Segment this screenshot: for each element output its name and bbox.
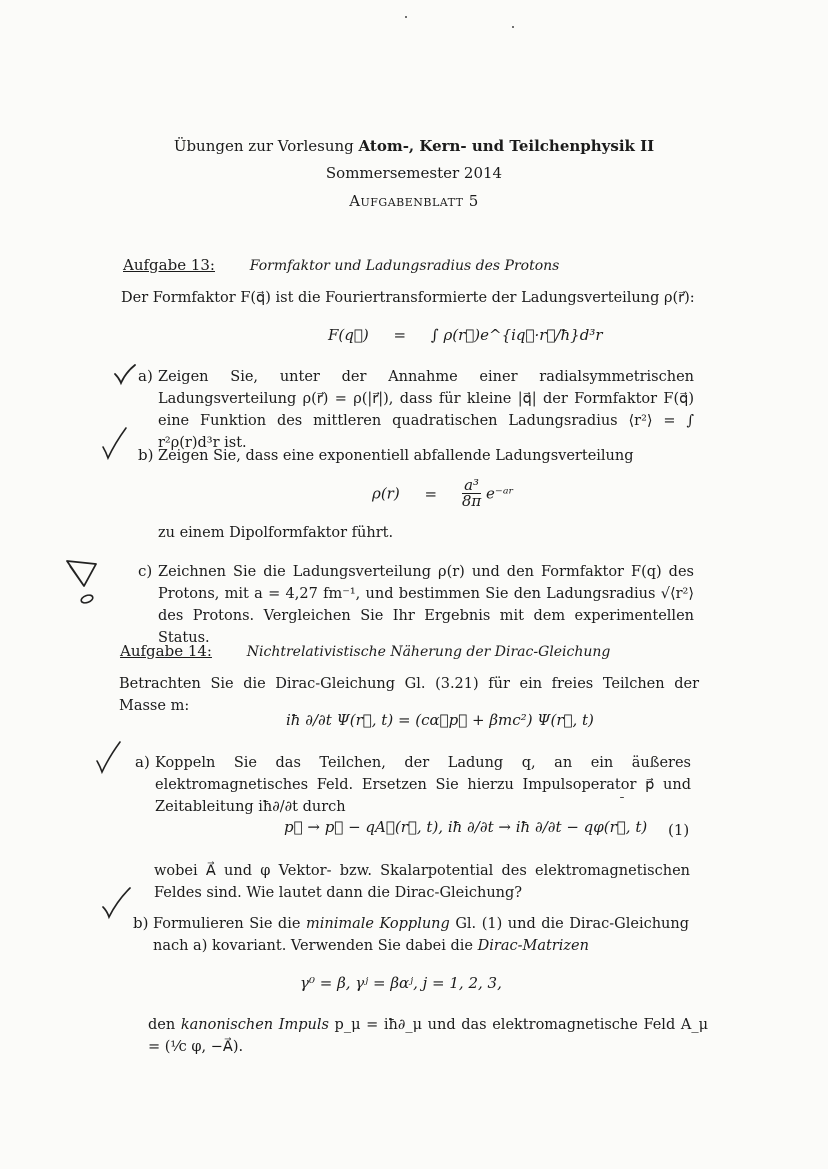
b-text-em2: Dirac-Matrizen: [477, 938, 589, 954]
task14-a-text2: wobei A⃗ und φ Vektor- bzw. Skalarpotential des elektromagnetischen Feldes sind. Wie lautet dann die Dirac-Gleichung?: [154, 863, 690, 901]
b-eq-denominator: 8π: [461, 492, 482, 510]
b-text-em1: minimale Kopplung: [305, 916, 450, 932]
scan-speck: [405, 16, 407, 18]
final-prefix: den: [148, 1017, 181, 1033]
checkmark-icon: [94, 739, 124, 775]
semester: Sommersemester 2014: [325, 164, 503, 182]
task13-equation: [328, 326, 603, 344]
gamma-equation: γ⁰ = β, γʲ = βαʲ, j = 1, 2, 3,: [300, 974, 502, 992]
task13-title: Formfaktor und Ladungsradius des Protons: [249, 258, 560, 274]
task13-header: [123, 255, 559, 276]
eq-lhs: F(q⃗): [328, 326, 369, 344]
task14-b-text: [153, 913, 689, 957]
course-title-bold: Atom-, Kern- und Teilchenphysik II: [358, 137, 655, 155]
checkmark-icon: [100, 425, 130, 461]
task14-intro: Betrachten Sie die Dirac-Gleichung Gl. (3.21) für ein freies Teilchen der Masse m:: [119, 676, 699, 714]
checkmark-icon: [112, 362, 138, 386]
task14-sub-equation: p⃗ → p⃗ − qA⃗(r⃗, t), iħ ∂/∂t → iħ ∂/∂t − qφ(r⃗, t): [284, 818, 648, 836]
task13-b-text2: zu einem Dipolformfaktor führt.: [158, 525, 394, 541]
task14-a-label: a): [135, 753, 150, 771]
b-eq-equals: =: [424, 484, 438, 503]
task13-a-text: Zeigen Sie, unter der Annahme einer radialsymmetrischen Ladungsverteilung ρ(r⃗) = ρ(|r⃗|), dass für kleine |q⃗| der Formfaktor F(q⃗) eine Funktion des mittleren quadratischen Ladungsradius ⟨r²⟩ = ∫ r²ρ(r)d³r ist.: [158, 369, 694, 451]
task13-c-label: c): [138, 562, 153, 580]
course-title-prefix: Übungen zur Vorlesung: [173, 137, 359, 155]
checkmark-icon: [100, 885, 136, 925]
task13-intro: Der Formfaktor F(q⃗) ist die Fouriertransformierte der Ladungsverteilung ρ(r⃗):: [121, 290, 695, 306]
b-eq-lhs: ρ(r): [372, 484, 400, 503]
final-em: kanonischen Impuls: [180, 1017, 329, 1033]
b-eq-numerator: a³: [462, 478, 481, 494]
task14-eq-number: (1): [668, 821, 690, 839]
task14-a-text: Koppeln Sie das Teilchen, der Ladung q, an ein äußeres elektromagnetisches Feld. Ersetzen Sie hierzu Impulsoperator p⃗ und Zeitableitung iħ∂/∂t durch: [155, 755, 691, 815]
task13-b-label: b): [138, 446, 154, 464]
sheet-title: Aufgabenblatt 5: [349, 192, 479, 210]
b-text-mid: Gl. (1) und die Dirac-Gleichung nach a) kovariant. Verwenden Sie dabei die: [153, 916, 689, 954]
task14-equation: iħ ∂/∂t Ψ(r⃗, t) = (cα⃗p⃗ + βmc²) Ψ(r⃗, t): [286, 711, 594, 729]
b-text-prefix: Formulieren Sie die: [153, 916, 306, 932]
task14-label: Aufgabe 14:: [120, 642, 212, 660]
task13-c-text: Zeichnen Sie die Ladungsverteilung ρ(r) und den Formfaktor F(q) des Protons, mit a = 4,27 fm⁻¹, und bestimmen Sie den Ladungsradius √⟨r²⟩ des Protons. Vergleichen Sie Ihr Ergebnis mit dem experimentellen Status.: [158, 564, 694, 646]
task13-a-label: a): [138, 367, 153, 385]
task13-label: Aufgabe 13:: [123, 256, 215, 274]
eq-equals: =: [393, 326, 407, 344]
course-title: [0, 136, 828, 156]
task13-b-text: Zeigen Sie, dass eine exponentiell abfallende Ladungsverteilung: [158, 448, 634, 464]
task14-header: [120, 641, 610, 662]
task14-title: Nichtrelativistische Näherung der Dirac-Gleichung: [246, 644, 611, 660]
b-eq-exp: e⁻ᵃʳ: [486, 484, 514, 503]
final-text: p_μ = iħ∂_μ und das elektromagnetische Feld A_μ = (¹⁄c φ, −A⃗).: [148, 1017, 708, 1055]
task14-b-label: b): [133, 914, 149, 932]
scan-speck: [512, 26, 514, 28]
eq-rhs: ∫ ρ(r⃗)e^{iq⃗·r⃗/ħ}d³r: [430, 326, 603, 344]
task14-final-text: [148, 1014, 708, 1058]
triangle-mark-icon: [64, 556, 104, 608]
b-eq-fraction: [462, 478, 481, 509]
task13-b-equation: [372, 478, 514, 509]
